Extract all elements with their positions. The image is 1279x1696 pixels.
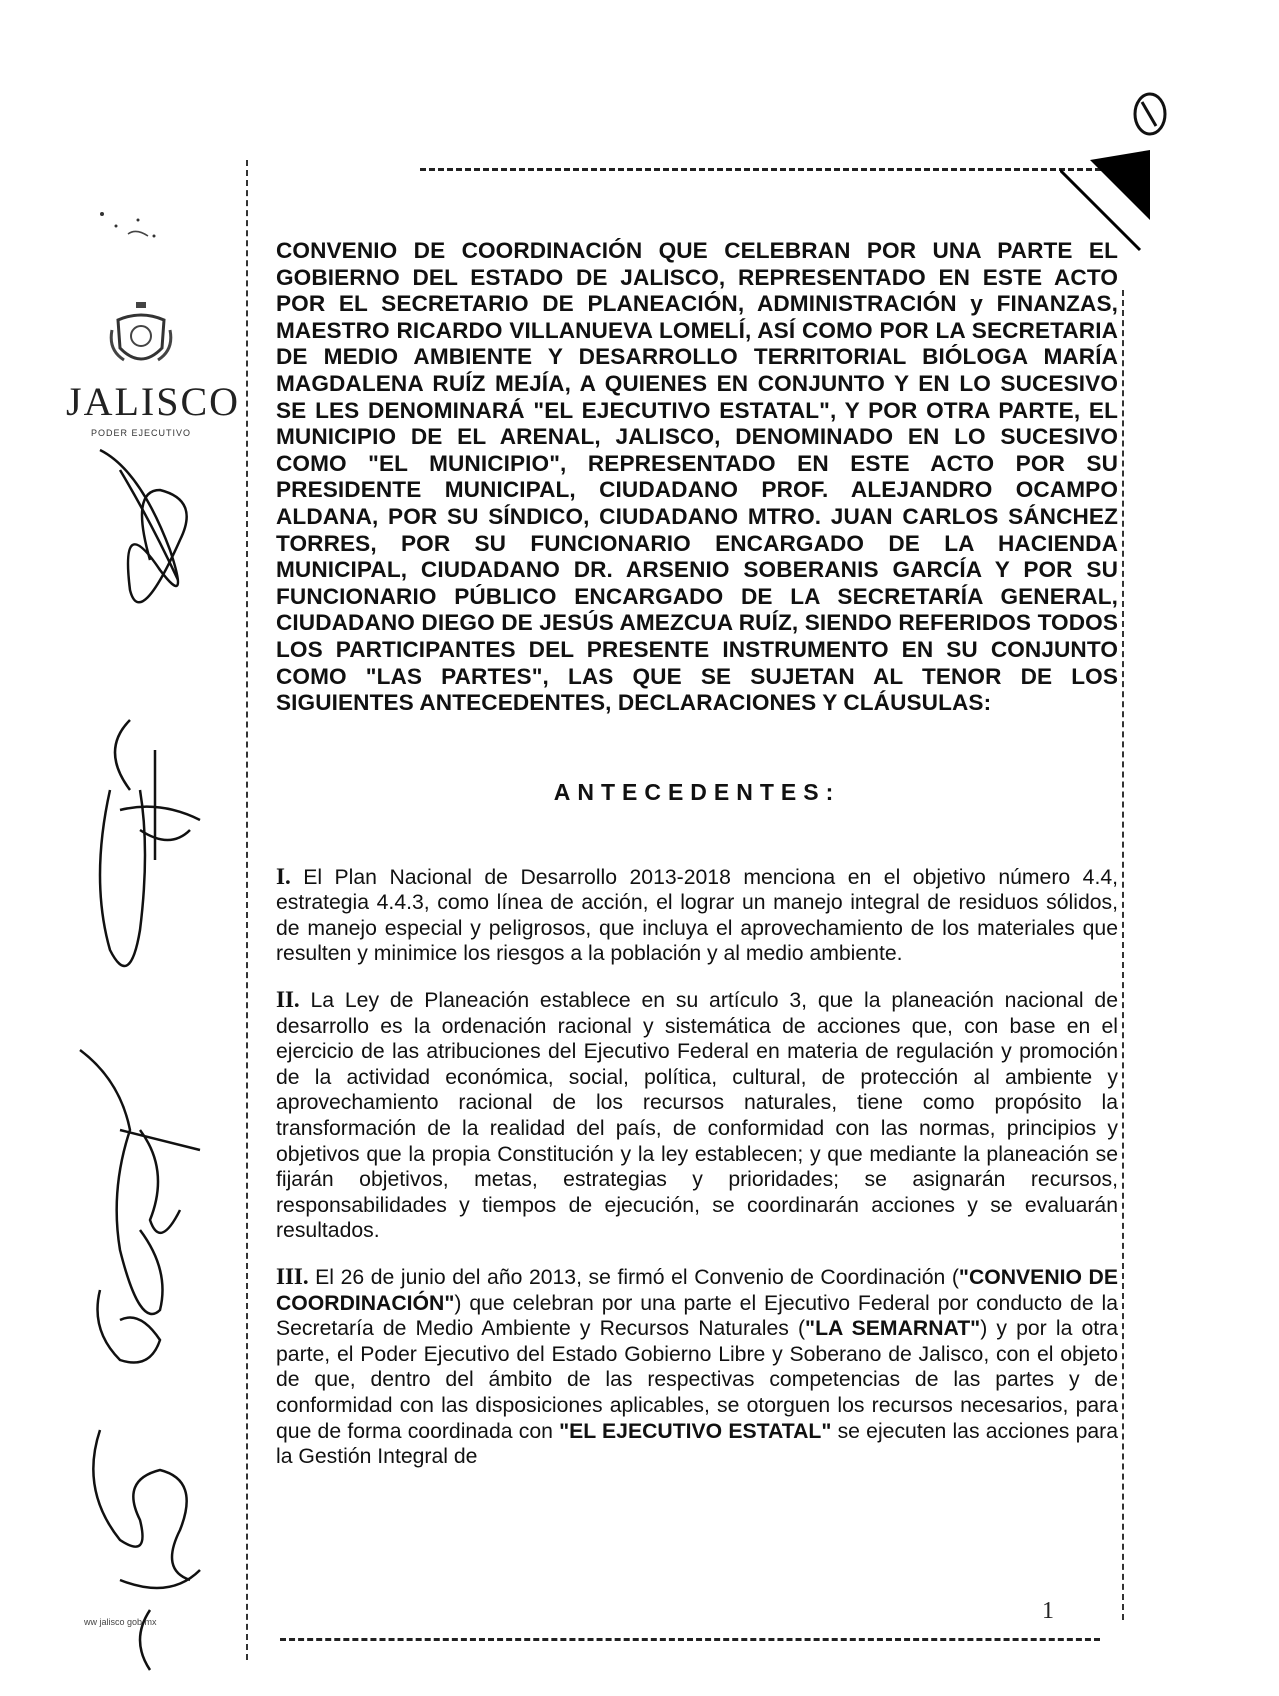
margin-signatures — [60, 430, 240, 1690]
paragraph-text: El Plan Nacional de Desarrollo 2013-2018 menciona en el objetivo número 4.4, estrategia 4.4.3, como línea de acción, el lograr un manejo integral de residuos sólidos, de manejo especial y peligrosos, que incluya el aprovechamiento de los materiales que resulten y minimice los riesgos a la población y al medio ambiente. — [276, 865, 1118, 966]
bold-term: "CONVENIO DE COORDINACIÓN" — [276, 1266, 1118, 1315]
paragraph-text: ) y por la otra parte, el Poder Ejecutivo del Estado Gobierno Libre y Soberano de Jalisco, con el objeto de que, dentro del ámbito de las respectivas competencias de las partes y de conformidad con las disposiciones aplicables, se otorguen los recursos necesarios, para que de forma coordinada con — [276, 1317, 1118, 1443]
right-margin-line — [1122, 290, 1124, 1620]
bold-term: "LA SEMARNAT" — [805, 1317, 981, 1341]
signature-3 — [80, 1050, 200, 1363]
signature-4 — [93, 1430, 200, 1670]
section-title-antecedentes: ANTECEDENTES: — [553, 778, 841, 805]
document-heading: CONVENIO DE COORDINACIÓN QUE CELEBRAN POR UNA PARTE EL GOBIERNO DEL ESTADO DE JALISCO, REPRESENTADO EN ESTE ACTO POR EL SECRETARIO DE PLANEACIÓN, ADMINISTRACIÓN y FINANZAS, MAESTRO RICARDO VILLANUEVA LOMELÍ, ASÍ COMO POR LA SECRETARIA DE MEDIO AMBIENTE Y DESARROLLO TERRITORIAL BIÓLOGA MARÍA MAGDALENA RUÍZ MEJÍA, A QUIENES EN CONJUNTO Y EN LO SUCESIVO SE LES DENOMINARÁ "EL EJECUTIVO ESTATAL", Y POR OTRA PARTE, EL MUNICIPIO DE EL ARENAL, JALISCO, DENOMINADO EN LO SUCESIVO COMO "EL MUNICIPIO", REPRESENTADO EN ESTE ACTO POR SU PRESIDENTE MUNICIPAL, CIUDADANO PROF. ALEJANDRO OCAMPO ALDANA, POR SU SÍNDICO, CIUDADANO MTRO. JUAN CARLOS SÁNCHEZ TORRES, POR SU FUNCIONARIO ENCARGADO DE LA HACIENDA MUNICIPAL, CIUDADANO DR. ARSENIO SOBERANIS GARCÍA Y POR SU FUNCIONARIO PÚBLICO ENCARGADO DE LA SECRETARÍA GENERAL, CIUDADANO DIEGO DE JESÚS AMEZCUA RUÍZ, SIENDO REFERIDOS TODOS LOS PARTICIPANTES DEL PRESENTE INSTRUMENTO EN SU CONJUNTO COMO "LAS PARTES", LAS QUE SE SUJETAN AL TENOR DE LOS SIGUIENTES ANTECEDENTES, DECLARACIONES Y CLÁUSULAS: — [276, 238, 1118, 716]
coat-of-arms-icon — [106, 300, 176, 380]
paragraph-text: La Ley de Planeación establece en su artículo 3, que la planeación nacional de desarrollo es la ordenación racional y sistemática de acciones que, con base en el ejercicio de las atribuciones del Ejecutivo Federal en materia de regulación y promoción de la actividad económica, social, política, cultural, de protección al ambiente y aprovechamiento racional de los recursos naturales, tiene como propósito la transformación de la realidad del país, de conformidad con las normas, principios y objetivos que la propia Constitución y la ley establecen; y que mediante la planeación se fijarán objetivos, metas, estrategias y prioridades; se asignarán recursos, responsabilidades y tiempos de ejecución, se coordinarán acciones y se evaluarán resultados. — [276, 989, 1118, 1243]
circled-number-mark — [1128, 86, 1172, 142]
page-number: 1 — [1042, 1598, 1054, 1624]
footer-url: ww jalisco gob mx — [84, 1617, 157, 1627]
jalisco-logo — [66, 300, 241, 438]
top-border-line — [420, 168, 1110, 171]
paragraph-numeral: II. — [276, 987, 300, 1013]
left-margin-line — [246, 160, 248, 1660]
signature-2 — [100, 720, 200, 966]
paragraph-1 — [276, 864, 1118, 967]
paragraph-text: ) que celebran por una parte el Ejecutivo Federal por conducto de la Secretaría de Medio Ambiente y Recursos Naturales ( — [276, 1291, 1118, 1341]
signature-1 — [100, 450, 187, 602]
logo-name: JALISCO — [66, 379, 241, 424]
logo-subtitle: PODER EJECUTIVO — [90, 428, 191, 438]
paragraph-2 — [276, 987, 1118, 1244]
scan-speckle — [88, 206, 168, 246]
document-body — [276, 238, 1118, 1490]
paragraph-numeral: III. — [276, 1264, 309, 1289]
paragraph-text: se ejecuten las acciones para la Gestión Integral de — [276, 1419, 1118, 1469]
bold-term: "EL EJECUTIVO ESTATAL" — [559, 1419, 832, 1443]
paragraph-text: El 26 de junio del año 2013, se firmó el Convenio de Coordinación ( — [308, 1266, 959, 1289]
paragraph-3 — [276, 1264, 1118, 1470]
bottom-border-line — [280, 1638, 1100, 1641]
paragraph-numeral: I. — [276, 863, 291, 889]
